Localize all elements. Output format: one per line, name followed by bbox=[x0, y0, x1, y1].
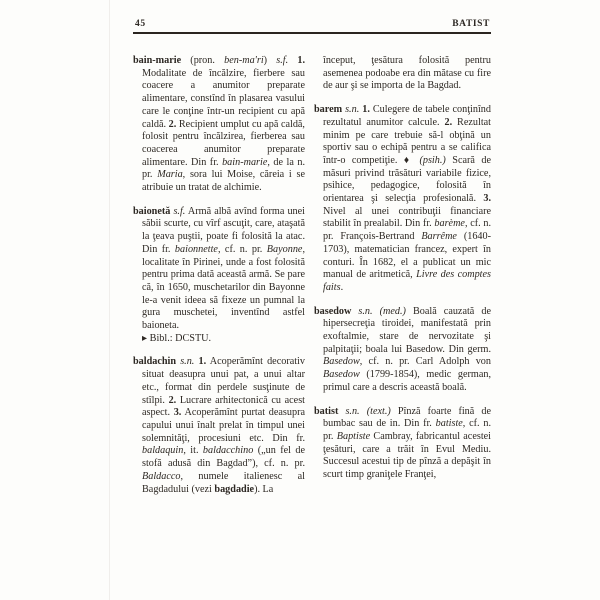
text-run: Acoperămînt decorativ situat deasupra unui pat, a unui altar etc., format din perdele susţinute de stîlpi. bbox=[142, 356, 305, 406]
italic-text-run: s.n. bbox=[345, 405, 360, 417]
text-run: Culegere de tabele conţinînd rezultatul anumitor calcule. bbox=[323, 104, 491, 128]
header-rule bbox=[133, 32, 491, 34]
text-run: Pînză foarte fină de bumbac sau de in. Din fr. bbox=[323, 405, 492, 430]
dictionary-entry bbox=[314, 104, 491, 295]
headword: basedow bbox=[314, 305, 352, 317]
bold-text-run: 2. bbox=[168, 394, 177, 406]
text-run bbox=[288, 55, 297, 66]
bold-text-run: 2. bbox=[168, 118, 177, 130]
entry-continuation bbox=[314, 55, 491, 93]
text-run: Armă albă avînd forma unei săbii scurte, cu vîrf ascuţit, care, ataşată la ţeava puştii, poate fi folosită la atac. Din fr. bbox=[142, 205, 305, 255]
bibliography-note bbox=[133, 333, 305, 346]
dictionary-entry bbox=[133, 206, 305, 333]
italic-text-run: Maria bbox=[157, 169, 183, 181]
headword: barem bbox=[314, 104, 343, 116]
italic-text-run: Livre des comptes faits bbox=[323, 269, 491, 293]
text-run: Scară de măsuri privind trăsături variabile fizice, psihice, pedagogice, folosită în orientarea şi selecţia profesională. bbox=[323, 154, 491, 205]
text-run: („un fel de stofă adusă din Bagdad”), cf. n. pr. bbox=[142, 445, 305, 470]
italic-text-run: Baldacco bbox=[142, 470, 181, 482]
text-run: , cf. n. pr. Carl Adolph von bbox=[359, 356, 491, 368]
text-run: , cf. n. pr. bbox=[323, 418, 491, 442]
bold-text-run: 1. bbox=[297, 55, 305, 66]
italic-text-run: (text.) bbox=[366, 405, 391, 417]
text-run bbox=[373, 306, 380, 317]
text-run: , localitate în Pirinei, unde a fost folosită pentru prima dată această armă. Se pare că, în 1650, muschetarilor din Bayonne le-a venit ideea să fixeze un pumnal la gura muschetei, inventînd astfel baioneta. bbox=[142, 243, 305, 332]
text-run: Recipient umplut cu apă caldă, folosit pentru încălzirea, fierberea sau coacerea anumitor preparate alimentare. Din fr. bbox=[142, 118, 305, 168]
text-run: , it. bbox=[183, 445, 203, 457]
page-content bbox=[133, 19, 491, 496]
text-run bbox=[360, 406, 367, 417]
italic-text-run: Basedow bbox=[323, 369, 360, 381]
column-left bbox=[133, 55, 305, 496]
italic-text-run: baionnette bbox=[174, 243, 218, 255]
italic-text-run: baldacchino bbox=[202, 445, 254, 457]
bold-text-run: 1. bbox=[362, 104, 370, 116]
italic-text-run: (med.) bbox=[379, 305, 406, 317]
dictionary-entry bbox=[133, 55, 305, 195]
text-run: (1799-1854), medic german, primul care a descris această boală. bbox=[323, 369, 491, 393]
text-run: Nivel al unei contribuţii financiare stabilit în prealabil. Din fr. bbox=[323, 205, 491, 230]
column-right bbox=[314, 55, 491, 496]
running-header bbox=[133, 19, 491, 32]
headword: bain-marie bbox=[133, 55, 182, 66]
text-run: Acoperămînt purtat deasupra capului unui înalt prelat în timpul unei solemnităţi, procesiuni etc. Din fr. bbox=[142, 407, 305, 444]
italic-text-run: s.n. bbox=[180, 356, 195, 368]
italic-text-run: ben-ma'ri bbox=[224, 55, 264, 66]
italic-text-run: batiste bbox=[435, 418, 463, 430]
text-run: ). La bbox=[254, 483, 274, 495]
italic-text-run: s.f. bbox=[173, 205, 186, 217]
text-run: (pron. bbox=[181, 55, 225, 66]
text-columns bbox=[133, 55, 491, 496]
italic-text-run: Basedow bbox=[323, 356, 360, 368]
dictionary-entry bbox=[314, 406, 491, 482]
text-run: ▸ Bibl.: DCSTU. bbox=[142, 332, 212, 344]
headword: batist bbox=[314, 405, 339, 417]
bold-text-run: 3. bbox=[483, 193, 491, 205]
text-run: , numele italienesc al Bagdadului (vezi bbox=[142, 470, 305, 495]
italic-text-run: bain-marie bbox=[222, 156, 268, 168]
dictionary-entry bbox=[133, 356, 305, 496]
dictionary-entry bbox=[314, 306, 491, 395]
text-run: Cambray, fabricantul acestei ţesături, care a trăit în Evul Mediu. Succesul acestui tip de pînză a depăşit în scurt timp graniţele Franţei, bbox=[323, 430, 491, 481]
italic-text-run: Barrême bbox=[421, 231, 457, 243]
headword: baionetă bbox=[133, 205, 171, 217]
italic-text-run: Bayonne bbox=[266, 243, 303, 255]
text-run: , de la n. pr. bbox=[142, 156, 305, 181]
headword: baldachin bbox=[133, 356, 177, 368]
italic-text-run: barème bbox=[434, 218, 465, 230]
bold-text-run: bagdadie bbox=[214, 483, 255, 495]
text-run: , cf. n. pr. bbox=[217, 243, 267, 255]
text-run: Rezultat minim pe care trebuie să-l obţină un sportiv sau o echipă pentru a se califica într-o competiţie. ♦ bbox=[323, 116, 491, 166]
text-run: , sora lui Moise, căreia i se atribuie un tratat de alchimie. bbox=[142, 169, 305, 194]
italic-text-run: s.f. bbox=[276, 55, 289, 66]
bold-text-run: 1. bbox=[198, 356, 207, 368]
italic-text-run: baldaquin bbox=[142, 445, 184, 457]
text-run: ) bbox=[263, 55, 277, 66]
text-run: Modalitate de încălzire, fierbere sau coacere a anumitor preparate alimentare, constînd în plasarea vasului care le conţine într-un recipient cu apă caldă. bbox=[142, 67, 305, 130]
italic-text-run: s.n. bbox=[345, 104, 360, 116]
header-keyword: BATIST bbox=[452, 19, 490, 29]
text-run: , cf. n. pr. François-Bertrand bbox=[323, 218, 491, 243]
text-run: Lucrare arhitectonică cu acest aspect. bbox=[142, 394, 305, 419]
text-run: . bbox=[340, 281, 344, 293]
text-run: Boală cauzată de hipersecreţia tiroidei, manifestată prin exoftalmie, stare de nervozitate şi palpitaţii; boala lui Basedow. Din germ. bbox=[323, 305, 491, 355]
text-run: început, ţesătura folosită pentru asemenea podoabe era din mătase cu fire de aur şi se importa de la Bagdad. bbox=[323, 55, 491, 92]
page-edge-line bbox=[109, 0, 110, 600]
italic-text-run: (psih.) bbox=[419, 154, 446, 166]
bold-text-run: 2. bbox=[444, 116, 453, 128]
italic-text-run: Baptiste bbox=[336, 430, 371, 442]
page-number: 45 bbox=[135, 19, 146, 29]
text-run: (1640-1703), matematician francez, expert în conturi. În 1682, el a publicat un mic manual de aritmetică, bbox=[323, 231, 491, 281]
italic-text-run: s.n. bbox=[358, 305, 373, 317]
bold-text-run: 3. bbox=[173, 407, 182, 419]
